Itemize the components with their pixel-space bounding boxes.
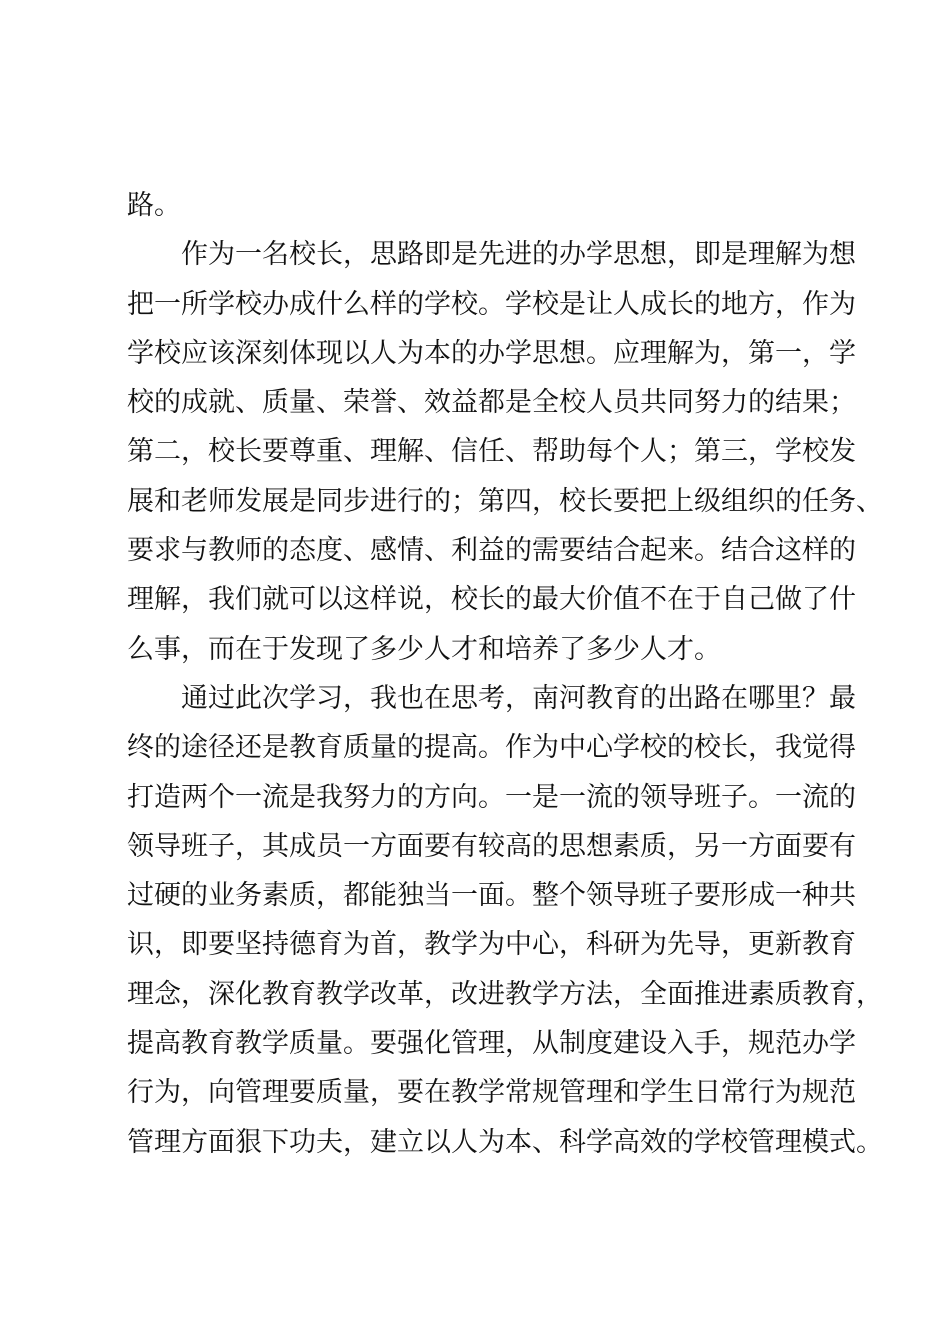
text-line: 第二，校长要尊重、理解、信任、帮助每个人；第三，学校发 (127, 436, 856, 468)
text-line: 理解，我们就可以这样说，校长的最大价值不在于自己做了什 (127, 584, 856, 616)
text-line: 展和老师发展是同步进行的；第四，校长要把上级组织的任务、 (127, 485, 883, 517)
text-line: 过硬的业务素质，都能独当一面。整个领导班子要形成一种共 (127, 880, 856, 912)
text-line: 管理方面狠下功夫，建立以人为本、科学高效的学校管理模式。 (127, 1126, 883, 1158)
text-line: 路。 (127, 190, 181, 221)
text-line: 通过此次学习，我也在思考，南河教育的出路在哪里？最 (181, 682, 856, 714)
text-line: 要求与教师的态度、感情、利益的需要结合起来。结合这样的 (127, 535, 856, 567)
text-line: 领导班子，其成员一方面要有较高的思想素质，另一方面要有 (127, 830, 856, 862)
text-line: 打造两个一流是我努力的方向。一是一流的领导班子。一流的 (127, 781, 856, 813)
text-line: 提高教育教学质量。要强化管理，从制度建设入手，规范办学 (127, 1028, 856, 1060)
text-line: 行为，向管理要质量，要在教学常规管理和学生日常行为规范 (127, 1077, 856, 1109)
text-line: 校的成就、质量、荣誉、效益都是全校人员共同努力的结果； (127, 387, 856, 419)
text-line: 么事，而在于发现了多少人才和培养了多少人才。 (127, 633, 721, 665)
text-line: 把一所学校办成什么样的学校。学校是让人成长的地方，作为 (127, 288, 856, 320)
body-text (127, 181, 883, 1167)
text-line: 作为一名校长，思路即是先进的办学思想，即是理解为想 (181, 239, 856, 271)
text-line: 学校应该深刻体现以人为本的办学思想。应理解为，第一，学 (127, 337, 856, 369)
text-line: 识，即要坚持德育为首，教学为中心，科研为先导，更新教育 (127, 929, 856, 961)
text-line: 理念，深化教育教学改革，改进教学方法，全面推进素质教育， (127, 978, 883, 1010)
text-line: 终的途径还是教育质量的提高。作为中心学校的校长，我觉得 (127, 732, 856, 764)
